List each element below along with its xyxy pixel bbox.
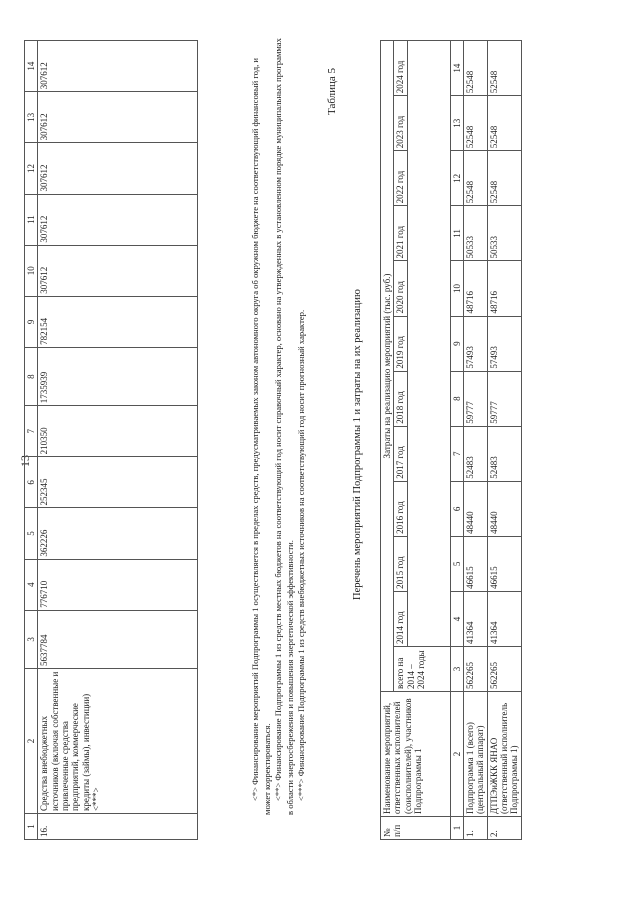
col-number: 9 <box>25 296 38 347</box>
cell-value: 52483 <box>464 426 488 481</box>
header-year: 2015 год <box>394 536 407 591</box>
col-number: 13 <box>450 96 463 151</box>
cell-value: 48716 <box>464 261 488 316</box>
col-number: 14 <box>450 41 463 96</box>
row-name: Подпрограмма 1 (всего) (центральный аппарат) <box>464 692 488 817</box>
col-number: 4 <box>25 559 38 610</box>
table-column-numbers <box>450 41 463 840</box>
col-number: 11 <box>450 206 463 261</box>
col-number: 7 <box>450 426 463 481</box>
col-number: 4 <box>450 591 463 646</box>
cell-value: 307612 <box>38 245 198 296</box>
col-number: 13 <box>25 92 38 143</box>
header-year: 2022 год <box>394 151 407 206</box>
col-number: 1 <box>25 814 38 840</box>
cell-value: 562265 <box>464 647 488 692</box>
col-number: 11 <box>25 194 38 245</box>
col-number: 2 <box>25 669 38 814</box>
footnote: <**> Финансирование Подпрограммы 1 из средств местных бюджетов на соответствующий год носит справочный характер, основано на утвержденных в установленном порядке муниципальных программах в области энергосбережения и повышения энергетической эффективности. <box>273 38 295 815</box>
table-row <box>38 41 198 840</box>
row-number: 1. <box>464 817 488 840</box>
header-name: Наименование мероприятий, ответственных исполнителей (соисполнителей), участников Подпрограммы 1 <box>381 692 451 817</box>
cell-value: 50533 <box>487 206 521 261</box>
col-number: 12 <box>450 151 463 206</box>
header-year: 2021 год <box>394 206 407 261</box>
cell-value: 1735939 <box>38 347 198 405</box>
cell-value: 59777 <box>464 371 488 426</box>
cell-value: 52548 <box>464 41 488 96</box>
table-label: Таблица 5 <box>326 67 338 115</box>
cell-value: 5637784 <box>38 610 198 668</box>
row-number: 2. <box>487 817 521 840</box>
table-header-row <box>381 41 394 840</box>
col-number: 2 <box>450 692 463 817</box>
cell-value: 52548 <box>487 151 521 206</box>
col-number: 8 <box>25 347 38 405</box>
cell-value: 52548 <box>464 96 488 151</box>
header-total: всего на 2014 – 2024 годы <box>394 647 450 692</box>
row-name: Средства внебюджетных источников (включая собственные и привлеченные средства предприятий, коммерческие кредиты (займы), инвестиции) <***> <box>38 669 198 814</box>
cell-value: 46615 <box>487 536 521 591</box>
header-year: 2014 год <box>394 591 407 646</box>
funding-table-continued <box>24 40 198 840</box>
header-year: 2019 год <box>394 316 407 371</box>
cell-value: 52548 <box>487 96 521 151</box>
col-number: 3 <box>25 610 38 668</box>
cell-value: 307612 <box>38 41 198 92</box>
cell-value: 52548 <box>464 151 488 206</box>
header-year: 2018 год <box>394 371 407 426</box>
cell-value: 48440 <box>464 481 488 536</box>
cell-value: 252345 <box>38 457 198 508</box>
cell-value: 59777 <box>487 371 521 426</box>
header-year: 2023 год <box>394 96 407 151</box>
cell-value: 210350 <box>38 406 198 457</box>
col-number: 6 <box>25 457 38 508</box>
header-no: № п/п <box>381 817 451 840</box>
cell-value: 48716 <box>487 261 521 316</box>
header-year: 2016 год <box>394 481 407 536</box>
cell-value: 782154 <box>38 296 198 347</box>
col-number: 9 <box>450 316 463 371</box>
cell-value: 50533 <box>464 206 488 261</box>
table-column-numbers <box>25 41 38 840</box>
cell-value: 52483 <box>487 426 521 481</box>
col-number: 10 <box>25 245 38 296</box>
cell-value: 362226 <box>38 508 198 559</box>
col-number: 10 <box>450 261 463 316</box>
cell-value: 307612 <box>38 143 198 194</box>
col-number: 5 <box>450 536 463 591</box>
col-number: 1 <box>450 817 463 840</box>
cell-value: 41364 <box>487 591 521 646</box>
col-number: 3 <box>450 647 463 692</box>
header-year: 2020 год <box>394 261 407 316</box>
cell-value: 562265 <box>487 647 521 692</box>
cell-value: 48440 <box>487 481 521 536</box>
cell-value: 57493 <box>487 316 521 371</box>
col-number: 6 <box>450 481 463 536</box>
col-number: 12 <box>25 143 38 194</box>
page-number: 13 <box>18 455 32 467</box>
header-costs: Затраты на реализацию мероприятий (тыс. руб.) <box>381 41 394 692</box>
cell-value: 46615 <box>464 536 488 591</box>
row-number: 16. <box>38 814 198 840</box>
header-year: 2024 год <box>394 41 407 96</box>
footnotes <box>250 35 308 815</box>
col-number: 14 <box>25 41 38 92</box>
row-name: ДТПЭиЖКК ЯНАО (ответственный исполнитель Подпрограммы 1) <box>487 692 521 817</box>
cell-value: 57493 <box>464 316 488 371</box>
table-title: Перечень мероприятий Подпрограммы 1 и затраты на их реализацию <box>352 289 363 600</box>
table-row <box>464 41 488 840</box>
footnote: <*> Финансирование мероприятий Подпрограммы 1 осуществляется в пределах средств, предусматриваемых законом автономного округа об окружном бюджете на соответствующий финансовый год, и может корректироваться. <box>250 58 272 815</box>
footnote: <***> Финансирование Подпрограммы 1 из средств внебюджетных источников на соответствующий год носит прогнозный характер. <box>296 309 307 801</box>
cell-value: 307612 <box>38 92 198 143</box>
col-number: 7 <box>25 406 38 457</box>
table-row <box>487 41 521 840</box>
cell-value: 52548 <box>487 41 521 96</box>
cell-value: 307612 <box>38 194 198 245</box>
activities-cost-table <box>380 40 522 840</box>
col-number: 5 <box>25 508 38 559</box>
header-year: 2017 год <box>394 426 407 481</box>
cell-value: 41364 <box>464 591 488 646</box>
col-number: 8 <box>450 371 463 426</box>
cell-value: 776710 <box>38 559 198 610</box>
